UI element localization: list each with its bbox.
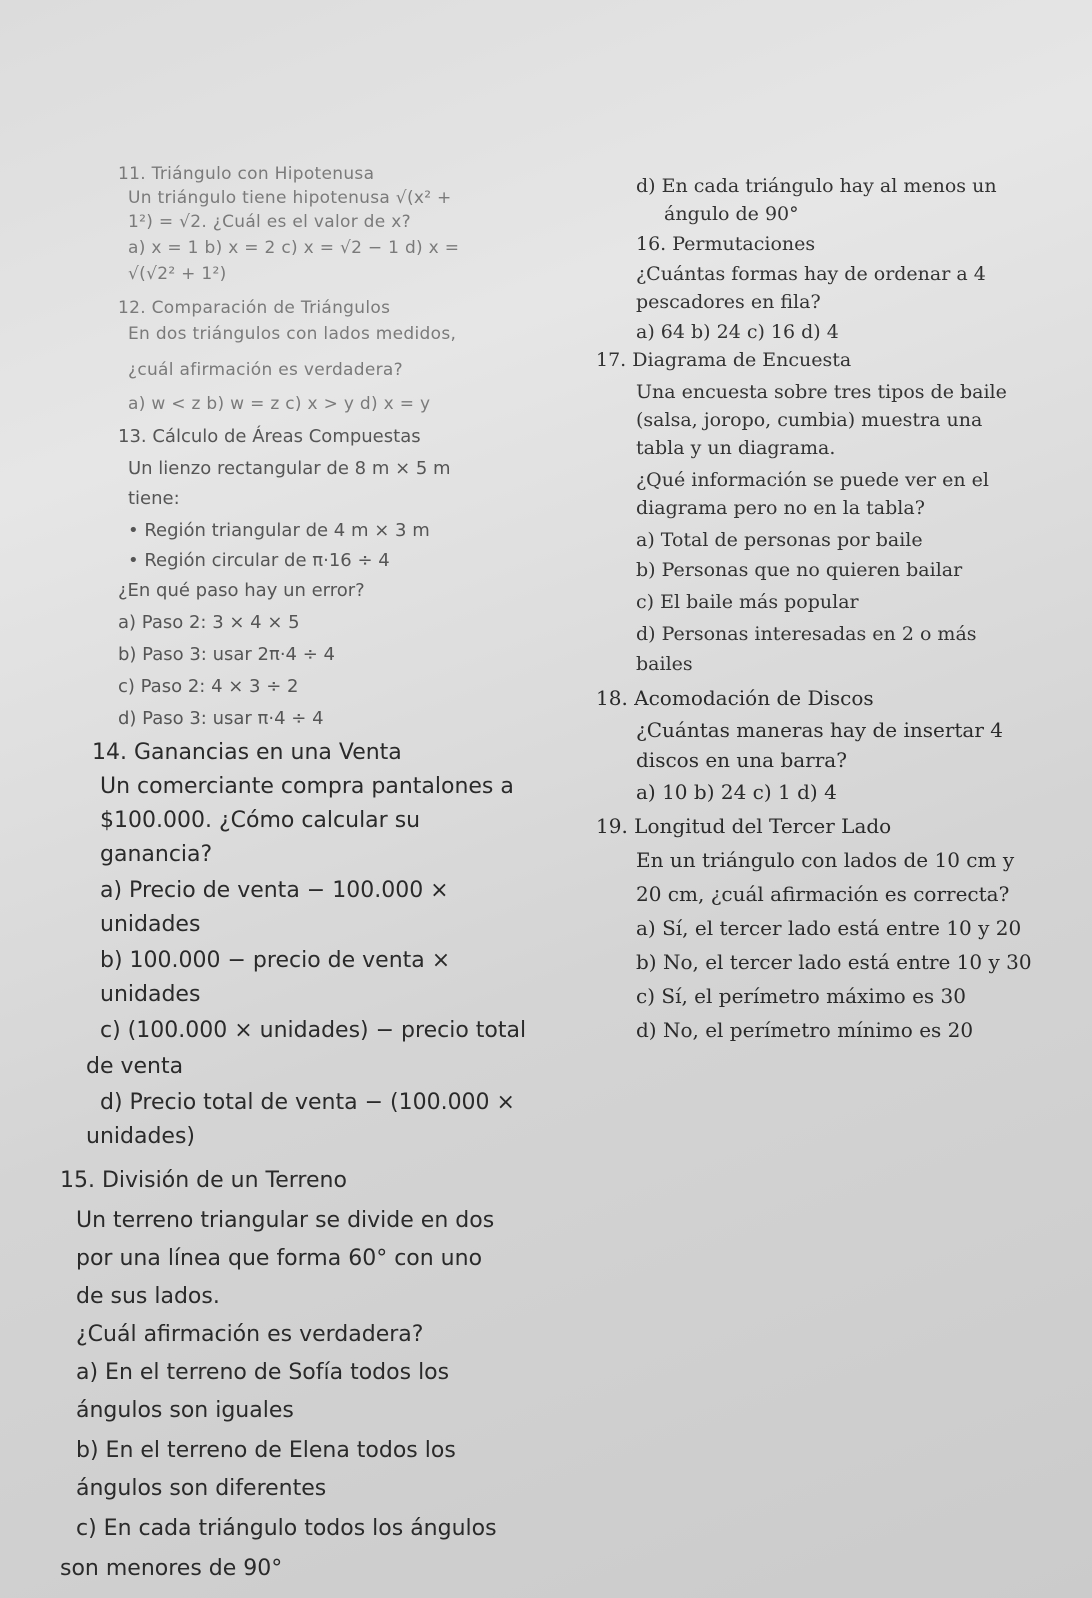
q13-option-a: a) Paso 2: 3 × 4 × 5 <box>118 612 300 633</box>
q14-title: 14. Ganancias en una Venta <box>92 740 402 765</box>
q17-line: Una encuesta sobre tres tipos de baile <box>636 381 1007 403</box>
q19-title: 19. Longitud del Tercer Lado <box>596 814 892 838</box>
q15-title: 15. División de un Terreno <box>60 1168 347 1193</box>
q13-question: ¿En qué paso hay un error? <box>118 580 365 601</box>
q15-option-b: b) En el terreno de Elena todos los <box>76 1438 456 1463</box>
q18-line: ¿Cuántas maneras hay de insertar 4 <box>636 718 1004 742</box>
q18-options: a) 10 b) 24 c) 1 d) 4 <box>636 780 837 804</box>
q14-option-d: d) Precio total de venta − (100.000 × <box>100 1090 515 1115</box>
q14-option-c: de venta <box>86 1054 184 1079</box>
q13-title: 13. Cálculo de Áreas Compuestas <box>118 426 421 447</box>
q19-line: 20 cm, ¿cuál afirmación es correcta? <box>636 882 1010 906</box>
q17-line: (salsa, joropo, cumbia) muestra una <box>636 409 983 431</box>
q14-option-b: unidades <box>100 982 201 1007</box>
q14-option-a: a) Precio de venta − 100.000 × <box>100 878 449 903</box>
q14-line: Un comerciante compra pantalones a <box>100 774 514 799</box>
q15-question: ¿Cuál afirmación es verdadera? <box>76 1322 424 1347</box>
q18-title: 18. Acomodación de Discos <box>596 686 874 710</box>
q13-option-b: b) Paso 3: usar 2π·4 ÷ 4 <box>118 644 335 665</box>
q13-option-c: c) Paso 2: 4 × 3 ÷ 2 <box>118 676 299 697</box>
q12-title: 12. Comparación de Triángulos <box>118 298 391 318</box>
q13-line: • Región circular de π·16 ÷ 4 <box>128 550 390 571</box>
q11-title: 11. Triángulo con Hipotenusa <box>118 164 375 184</box>
q14-option-d: unidades) <box>86 1124 195 1149</box>
q17-title: 17. Diagrama de Encuesta <box>596 349 852 371</box>
q17-question: diagrama pero no en la tabla? <box>636 497 925 519</box>
q17-question: ¿Qué información se puede ver en el <box>636 469 989 491</box>
q15-option-b: ángulos son diferentes <box>76 1476 327 1501</box>
q19-option-c: c) Sí, el perímetro máximo es 30 <box>636 984 966 1008</box>
q15-option-c: son menores de 90° <box>60 1556 283 1581</box>
q19-line: En un triángulo con lados de 10 cm y <box>636 848 1015 872</box>
q15-line: Un terreno triangular se divide en dos <box>76 1208 495 1233</box>
q13-line: Un lienzo rectangular de 8 m × 5 m <box>128 458 451 479</box>
q14-option-c: c) (100.000 × unidades) − precio total <box>100 1018 527 1043</box>
q11-line: Un triángulo tiene hipotenusa √(x² + <box>128 188 452 208</box>
q16-line: ¿Cuántas formas hay de ordenar a 4 <box>636 263 986 285</box>
q17-option-a: a) Total de personas por baile <box>636 529 923 551</box>
q14-option-b: b) 100.000 − precio de venta × <box>100 948 451 973</box>
q11-line: 1²) = √2. ¿Cuál es el valor de x? <box>128 212 411 232</box>
q15-option-d: d) En cada triángulo hay al menos un <box>636 175 997 197</box>
q16-options: a) 64 b) 24 c) 16 d) 4 <box>636 321 839 343</box>
q15-option-a: ángulos son iguales <box>76 1398 294 1423</box>
q19-option-a: a) Sí, el tercer lado está entre 10 y 20 <box>636 916 1022 940</box>
q17-line: tabla y un diagrama. <box>636 437 836 459</box>
q19-option-b: b) No, el tercer lado está entre 10 y 30 <box>636 950 1032 974</box>
q16-line: pescadores en fila? <box>636 291 821 313</box>
q16-title: 16. Permutaciones <box>636 233 816 255</box>
q17-option-d: bailes <box>636 653 693 675</box>
q17-option-b: b) Personas que no quieren bailar <box>636 559 963 581</box>
q15-option-c: c) En cada triángulo todos los ángulos <box>76 1516 497 1541</box>
q11-options: a) x = 1 b) x = 2 c) x = √2 − 1 d) x = <box>128 238 460 258</box>
q13-line: tiene: <box>128 488 180 509</box>
q13-option-d: d) Paso 3: usar π·4 ÷ 4 <box>118 708 324 729</box>
q17-option-c: c) El baile más popular <box>636 591 859 613</box>
q15-option-a: a) En el terreno de Sofía todos los <box>76 1360 450 1385</box>
q15-line: de sus lados. <box>76 1284 220 1309</box>
q12-line: En dos triángulos con lados medidos, <box>128 324 457 344</box>
q19-option-d: d) No, el perímetro mínimo es 20 <box>636 1018 974 1042</box>
q13-line: • Región triangular de 4 m × 3 m <box>128 520 430 541</box>
q11-options: √(√2² + 1²) <box>128 264 227 284</box>
q14-option-a: unidades <box>100 912 201 937</box>
q14-line: ganancia? <box>100 842 213 867</box>
q15-option-d: ángulo de 90° <box>664 203 799 225</box>
q14-line: $100.000. ¿Cómo calcular su <box>100 808 421 833</box>
q17-option-d: d) Personas interesadas en 2 o más <box>636 623 977 645</box>
q12-options: a) w < z b) w = z c) x > y d) x = y <box>128 394 431 414</box>
q15-line: por una línea que forma 60° con uno <box>76 1246 483 1271</box>
q18-line: discos en una barra? <box>636 748 847 772</box>
q12-line: ¿cuál afirmación es verdadera? <box>128 360 403 380</box>
